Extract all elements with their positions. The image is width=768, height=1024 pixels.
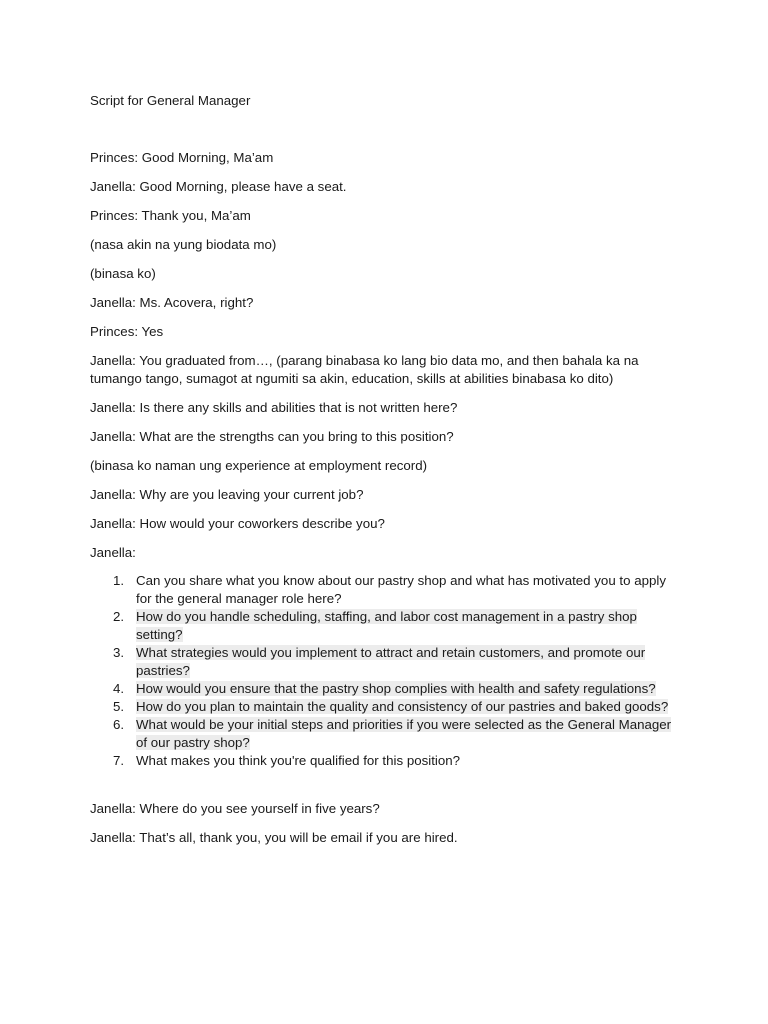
dialogue-section bbox=[90, 149, 680, 562]
dialogue-line: (nasa akin na yung biodata mo) bbox=[90, 237, 277, 252]
dialogue-line: (binasa ko) bbox=[90, 266, 156, 281]
document-body bbox=[90, 92, 680, 858]
dialogue-line: Janella: Why are you leaving your current job? bbox=[90, 487, 364, 502]
question-text: How would you ensure that the pastry shop complies with health and safety regulations? bbox=[136, 681, 656, 696]
dialogue-line: (binasa ko naman ung experience at employment record) bbox=[90, 458, 428, 473]
question-item bbox=[90, 572, 680, 608]
question-item bbox=[90, 752, 680, 770]
dialogue-line: Janella: Ms. Acovera, right? bbox=[90, 295, 254, 310]
dialogue-line: Janella: How would your coworkers describe you? bbox=[90, 516, 385, 531]
question-number: 2. bbox=[113, 609, 125, 624]
question-item bbox=[90, 644, 680, 680]
question-number: 5. bbox=[113, 699, 125, 714]
dialogue-line: Janella: Good Morning, please have a seat. bbox=[90, 179, 347, 194]
question-number: 3. bbox=[113, 645, 125, 660]
closing-section bbox=[90, 800, 680, 847]
question-text: What makes you think you're qualified for this position? bbox=[136, 753, 461, 768]
dialogue-line: Janella: That’s all, thank you, you will be email if you are hired. bbox=[90, 830, 458, 845]
dialogue-line: Janella: Is there any skills and abilities that is not written here? bbox=[90, 400, 458, 415]
dialogue-line: Princes: Good Morning, Ma’am bbox=[90, 150, 274, 165]
question-number: 4. bbox=[113, 681, 125, 696]
question-text: How do you handle scheduling, staffing, and labor cost management in a pastry shop setting? bbox=[136, 609, 637, 642]
dialogue-line: Princes: Thank you, Ma’am bbox=[90, 208, 251, 223]
dialogue-line: Princes: Yes bbox=[90, 324, 164, 339]
question-item bbox=[90, 608, 680, 644]
question-text: Can you share what you know about our pastry shop and what has motivated you to apply for the general manager role here? bbox=[136, 573, 666, 606]
question-text: How do you plan to maintain the quality and consistency of our pastries and baked goods? bbox=[136, 699, 669, 714]
dialogue-line: Janella: Where do you see yourself in five years? bbox=[90, 801, 380, 816]
dialogue-line: Janella: You graduated from…, (parang binabasa ko lang bio data mo, and then bahala ka na tumango tango, sumagot at ngumiti sa akin, education, skills at abilities binabasa ko dito) bbox=[90, 353, 639, 386]
question-text: What strategies would you implement to attract and retain customers, and promote our pastries? bbox=[136, 645, 646, 678]
dialogue-line: Janella: bbox=[90, 545, 136, 560]
question-item bbox=[90, 680, 680, 698]
question-text: What would be your initial steps and priorities if you were selected as the General Manager of our pastry shop? bbox=[136, 717, 672, 750]
question-item bbox=[90, 698, 680, 716]
question-number: 7. bbox=[113, 753, 125, 768]
document-title: Script for General Manager bbox=[90, 93, 251, 108]
dialogue-line: Janella: What are the strengths can you bring to this position? bbox=[90, 429, 454, 444]
interview-questions-list bbox=[90, 572, 680, 770]
question-item bbox=[90, 716, 680, 752]
question-number: 6. bbox=[113, 717, 125, 732]
question-number: 1. bbox=[113, 573, 125, 588]
